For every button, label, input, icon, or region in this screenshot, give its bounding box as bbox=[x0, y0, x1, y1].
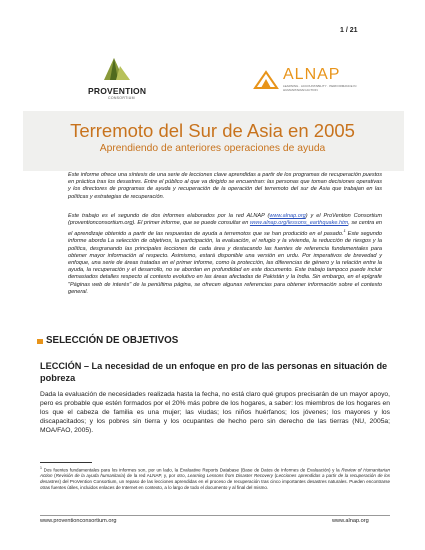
provention-logo-icon bbox=[102, 58, 132, 82]
footer-alnap-url[interactable]: www.alnap.org bbox=[332, 518, 369, 524]
footnote-ref: 1 bbox=[343, 228, 346, 234]
alnap-logo-tagline: LEARNING · ACCOUNTABILITY · PERFORMANCE IN HUMANITARIAN ACTION bbox=[283, 84, 357, 92]
document-subtitle: Aprendiendo de anteriores operaciones de ayuda bbox=[99, 143, 326, 154]
intro-paragraph-1: Este informe ofrece una síntesis de una serie de lecciones clave aprendidas a partir de los programas de recuperación puestos en práctica tras los desastres. Entre el público al que va dirigido se encuentran: las personas que toman decisiones operativas y los directores de programas de ayuda y recuperación de la operación del terremoto del sur de Asia que trabajan en las políticas y estrategias de recuperación. bbox=[68, 172, 382, 200]
page-number: 1 / 21 bbox=[340, 27, 358, 34]
alnap-logo-icon bbox=[253, 70, 279, 90]
lessons-earthquake-link[interactable]: www.alnap.org/lessons_earthquake.htm bbox=[249, 220, 349, 227]
alnap-link[interactable]: www.alnap.org bbox=[269, 213, 306, 219]
section-heading: SELECCIÓN DE OBJETIVOS bbox=[46, 335, 179, 346]
lesson-body: Dada la evaluación de necesidades realizada hasta la fecha, no está claro qué grupos precisarán de un mayor apoyo, pero es probable que estén formados por el 20% más pobre de los hogares, a saber: los miembros de los hogares en los que el cabeza de familia es una mujer; las viudas; los niños huérfanos; los jóvenes; los mayores y los discapacitados; y los pobres sin tierra y los ocupantes de hecho pero sin derecho de las tierras (NU, 2005a; MOA/FAO, 2005). bbox=[40, 391, 390, 434]
footnote-divider bbox=[40, 462, 92, 463]
intro-paragraph-2: Este trabajo es el segundo de dos informes elaborados por la red ALNAP (www.alnap.org) y el ProVention Consortium (proventionconsortium.org). El primer informe, que se puede consultar en www.alnap.org/lessons_earthquake.htm, se centra en el aprendizaje obtenido a partir de las respuestas de ayuda a terremotos que se han producido en el pasado.$^1$ Este segundo informe aborda La selección de objetivos, la participación, la evaluación, el refugio y la vivienda, la reducción de riesgos y la política, desgranando las principales lecciones de cada área y destacando las fuentes de referencia fundamentales para obtener mayor información al respecto. Asimismo, estará disponible una versión en urdu. Por imperativos de brevedad y enfoque, una serie de áreas tratadas en el primer informe, como la protección, las diferencias de género y la relación entre la ayuda, la recuperación y el desarrollo, no se abordan en profundidad en este documento. Este trabajo tampoco puede incluir demasiados detalles respecto al contexto evolutivo en las áreas afectadas de Pakistán y la India. Sin embargo, en el epígrafe "Páginas web de interés" de la penúltima página, se ofrecen algunas referencias para obtener información sobre el contexto general. bbox=[68, 213, 383, 295]
footnote: $^1$ Dos fuentes fundamentales para los informes son, por un lado, la Evaluative Reports Database (Base de Datos de Informes de Evaluación) y la Review of Humanitarian Action (Revisión de la ayuda humanitaria) de la red ALNAP, y, por otro, Learning Lessons from Disaster Recovery (Lecciones aprendidas a partir de la recuperación de los desastres) del ProVention Consortium, un repaso de las lecciones aprendidas en el proceso de recuperación tras cinco importantes desastres naturales. Pueden encontrarse otras fuentes útiles, incluidos enlaces de Internet en contexto, a lo largo de todo el documento y al final del mismo. bbox=[40, 466, 390, 491]
footer-divider bbox=[40, 515, 390, 516]
document-title: Terremoto del Sur de Asia en 2005 bbox=[70, 120, 355, 141]
section-bullet-icon bbox=[37, 339, 43, 344]
provention-logo-name: PROVENTION bbox=[88, 86, 147, 96]
provention-logo-sub: CONSORTIUM bbox=[108, 96, 135, 100]
lesson-heading: LECCIÓN – La necesidad de un enfoque en pro de las personas en situación de pobreza bbox=[40, 361, 388, 383]
alnap-logo-name: ALNAP bbox=[283, 66, 341, 83]
footer-provention-url[interactable]: www.proventionconsortium.org bbox=[40, 518, 117, 524]
